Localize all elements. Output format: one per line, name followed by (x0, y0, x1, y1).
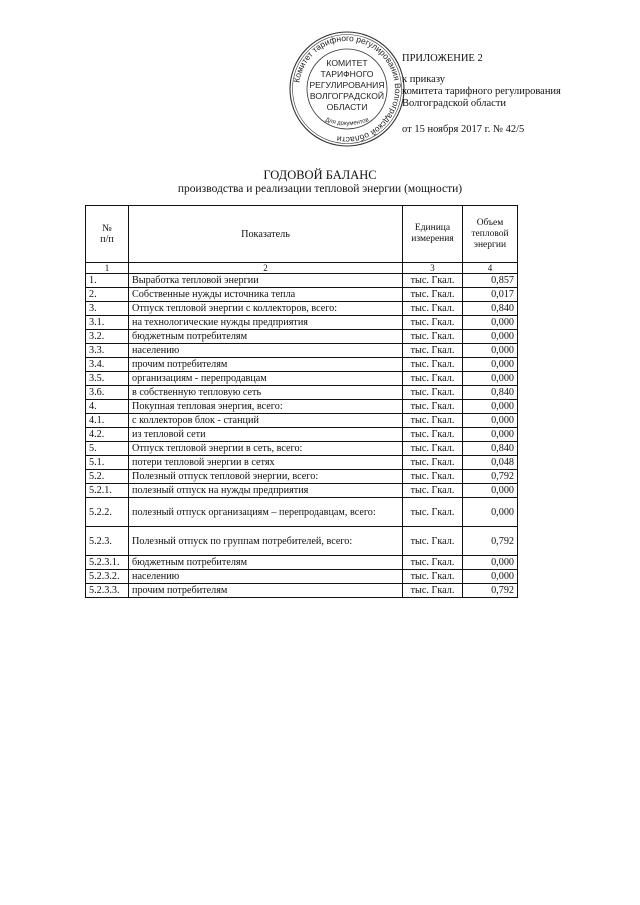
row-unit: тыс. Гкал. (403, 484, 463, 498)
appendix-committee: комитета тарифного регулирования (402, 86, 561, 97)
row-value: 0,000 (463, 400, 518, 414)
header-unit: Единица измерения (403, 206, 463, 263)
row-number: 3.2. (86, 330, 129, 344)
row-number: 3.4. (86, 358, 129, 372)
table-row (86, 442, 518, 456)
appendix-title: ПРИЛОЖЕНИЕ 2 (402, 53, 483, 64)
row-indicator: Покупная тепловая энергия, всего: (129, 400, 403, 414)
row-indicator: Отпуск тепловой энергии с коллекторов, всего: (129, 302, 403, 316)
table-row (86, 470, 518, 484)
row-unit: тыс. Гкал. (403, 372, 463, 386)
row-value: 0,000 (463, 428, 518, 442)
table-row (86, 372, 518, 386)
row-number: 5.2.3.2. (86, 570, 129, 584)
row-number: 5.2. (86, 470, 129, 484)
table-row (86, 584, 518, 598)
table-row (86, 456, 518, 470)
row-unit: тыс. Гкал. (403, 400, 463, 414)
row-value: 0,792 (463, 527, 518, 556)
row-value: 0,792 (463, 470, 518, 484)
row-value: 0,000 (463, 414, 518, 428)
row-indicator: бюджетным потребителям (129, 330, 403, 344)
table-row (86, 302, 518, 316)
header-num: № п/п (86, 206, 129, 263)
table-row (86, 570, 518, 584)
row-indicator: прочим потребителям (129, 358, 403, 372)
row-number: 4. (86, 400, 129, 414)
appendix-date: от 15 ноября 2017 г. № 42/5 (402, 124, 525, 135)
row-value: 0,840 (463, 386, 518, 400)
balance-table (85, 205, 518, 598)
row-indicator: потери тепловой энергии в сетях (129, 456, 403, 470)
table-row (86, 274, 518, 288)
row-indicator: Полезный отпуск тепловой энергии, всего: (129, 470, 403, 484)
table-row (86, 428, 518, 442)
row-number: 3.3. (86, 344, 129, 358)
row-indicator: прочим потребителям (129, 584, 403, 598)
table-row (86, 498, 518, 527)
row-unit: тыс. Гкал. (403, 274, 463, 288)
row-unit: тыс. Гкал. (403, 470, 463, 484)
appendix-region: Волгоградской области (402, 98, 507, 109)
row-indicator: из тепловой сети (129, 428, 403, 442)
row-number: 5. (86, 442, 129, 456)
seal-bottom-text: Для документов (324, 117, 370, 128)
row-indicator: населению (129, 344, 403, 358)
column-number-row (86, 263, 518, 274)
table-row (86, 330, 518, 344)
row-value: 0,840 (463, 442, 518, 456)
table-row (86, 288, 518, 302)
row-number: 3.1. (86, 316, 129, 330)
row-number: 5.2.3.3. (86, 584, 129, 598)
row-unit: тыс. Гкал. (403, 570, 463, 584)
row-value: 0,840 (463, 302, 518, 316)
table-row (86, 527, 518, 556)
table-header-row (86, 206, 518, 263)
row-unit: тыс. Гкал. (403, 556, 463, 570)
row-unit: тыс. Гкал. (403, 428, 463, 442)
table-body (86, 274, 518, 598)
table-row (86, 316, 518, 330)
row-value: 0,000 (463, 316, 518, 330)
row-indicator: полезный отпуск на нужды предприятия (129, 484, 403, 498)
table-row (86, 358, 518, 372)
row-indicator: Выработка тепловой энергии (129, 274, 403, 288)
table-row (86, 414, 518, 428)
row-unit: тыс. Гкал. (403, 527, 463, 556)
header-indicator: Показатель (129, 206, 403, 263)
row-unit: тыс. Гкал. (403, 386, 463, 400)
row-indicator: Собственные нужды источника тепла (129, 288, 403, 302)
seal-center-text: КОМИТЕТ ТАРИФНОГО РЕГУЛИРОВАНИЯ ВОЛГОГРАДСКОЙ ОБЛАСТИ (309, 58, 385, 112)
row-unit: тыс. Гкал. (403, 584, 463, 598)
row-indicator: Полезный отпуск по группам потребителей, всего: (129, 527, 403, 556)
row-value: 0,000 (463, 372, 518, 386)
table-row (86, 386, 518, 400)
seal-ring-text: Комитет тарифного регулирования Волгоградской области (291, 32, 404, 146)
row-value: 0,000 (463, 484, 518, 498)
row-number: 4.1. (86, 414, 129, 428)
row-unit: тыс. Гкал. (403, 358, 463, 372)
row-unit: тыс. Гкал. (403, 316, 463, 330)
row-indicator: с коллекторов блок - станций (129, 414, 403, 428)
row-indicator: бюджетным потребителям (129, 556, 403, 570)
row-unit: тыс. Гкал. (403, 498, 463, 527)
row-number: 1. (86, 274, 129, 288)
row-value: 0,000 (463, 330, 518, 344)
row-number: 2. (86, 288, 129, 302)
document-title: ГОДОВОЙ БАЛАНС (263, 168, 377, 182)
row-number: 5.2.3.1. (86, 556, 129, 570)
table-row (86, 344, 518, 358)
row-number: 4.2. (86, 428, 129, 442)
row-number: 5.2.3. (86, 527, 129, 556)
row-indicator: на технологические нужды предприятия (129, 316, 403, 330)
row-indicator: Отпуск тепловой энергии в сеть, всего: (129, 442, 403, 456)
row-value: 0,048 (463, 456, 518, 470)
column-number: 3 (403, 263, 463, 274)
row-unit: тыс. Гкал. (403, 288, 463, 302)
row-unit: тыс. Гкал. (403, 456, 463, 470)
column-number: 4 (463, 263, 518, 274)
row-value: 0,017 (463, 288, 518, 302)
row-number: 5.1. (86, 456, 129, 470)
row-value: 0,000 (463, 556, 518, 570)
row-value: 0,000 (463, 344, 518, 358)
row-unit: тыс. Гкал. (403, 442, 463, 456)
row-value: 0,000 (463, 498, 518, 527)
table-row (86, 484, 518, 498)
table-row (86, 400, 518, 414)
row-number: 5.2.1. (86, 484, 129, 498)
row-unit: тыс. Гкал. (403, 302, 463, 316)
row-value: 0,000 (463, 358, 518, 372)
row-unit: тыс. Гкал. (403, 344, 463, 358)
document-subtitle: производства и реализации тепловой энергии (мощности) (177, 183, 463, 195)
row-value: 0,000 (463, 570, 518, 584)
row-indicator: полезный отпуск организациям – перепродавцам, всего: (129, 498, 403, 527)
row-indicator: населению (129, 570, 403, 584)
row-number: 5.2.2. (86, 498, 129, 527)
row-number: 3.5. (86, 372, 129, 386)
header-volume: Объем тепловой энергии (463, 206, 518, 263)
column-number: 1 (86, 263, 129, 274)
row-value: 0,857 (463, 274, 518, 288)
table-row (86, 556, 518, 570)
row-number: 3.6. (86, 386, 129, 400)
row-indicator: организациям - перепродавцам (129, 372, 403, 386)
row-value: 0,792 (463, 584, 518, 598)
appendix-order-ref: к приказу (402, 74, 445, 85)
row-unit: тыс. Гкал. (403, 330, 463, 344)
row-indicator: в собственную тепловую сеть (129, 386, 403, 400)
row-unit: тыс. Гкал. (403, 414, 463, 428)
column-number: 2 (129, 263, 403, 274)
row-number: 3. (86, 302, 129, 316)
